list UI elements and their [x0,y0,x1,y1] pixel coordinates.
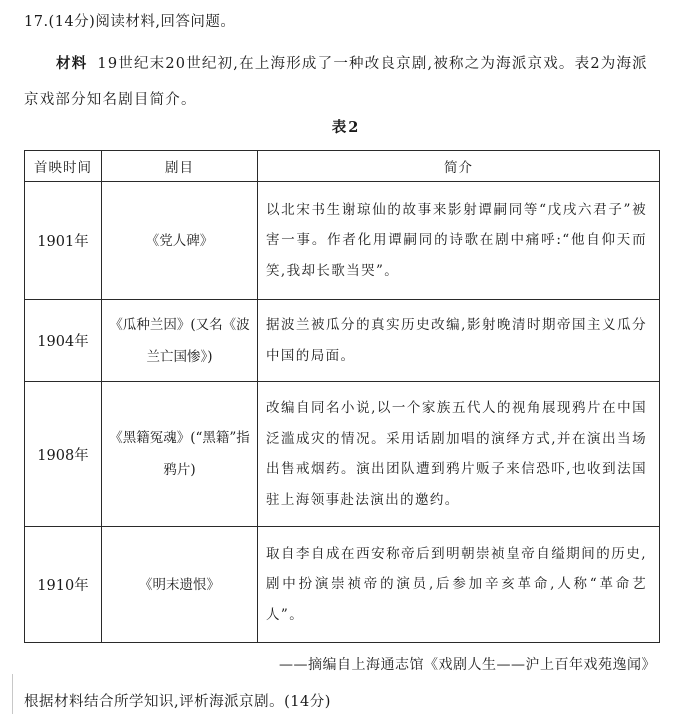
table-row [25,382,660,527]
source-citation: ——摘编自上海通志馆《戏剧人生——沪上百年戏苑逸闻》 [279,657,656,673]
row-title: 《党人碑》 [102,182,258,300]
row-title: 《明末遗恨》 [102,527,258,643]
question-prompt: 根据材料结合所学知识,评析海派京剧。(14分) [24,694,331,710]
material-label: 材料 [56,55,88,72]
row-year: 1901年 [25,182,102,300]
row-intro: 以北宋书生谢琼仙的故事来影射谭嗣同等“戊戌六君子”被害一事。作者化用谭嗣同的诗歌在剧中痛呼:“他自仰天而笑,我却长歌当哭”。 [258,182,660,300]
header-introduction: 简介 [258,151,660,182]
table-caption: 表2 [331,119,361,136]
material-paragraph [24,46,654,118]
material-text: 19世纪末20世纪初,在上海形成了一种改良京剧,被称之为海派京戏。表2为海派京戏部分知名剧目简介。 [24,56,648,108]
table-header-row [25,151,660,182]
drama-table [24,150,660,643]
row-title: 《黑籍冤魂》(“黑籍”指鸦片) [102,382,258,527]
header-play-title: 剧目 [102,151,258,182]
header-premiere-time: 首映时间 [25,151,102,182]
row-intro: 改编自同名小说,以一个家族五代人的视角展现鸦片在中国泛滥成灾的情况。采用话剧加唱的演绎方式,并在演出当场出售戒烟药。演出团队遭到鸦片贩子来信恐吓,也收到法国驻上海领事赴法演出的邀约。 [258,382,660,527]
margin-divider [12,674,13,714]
row-year: 1910年 [25,527,102,643]
row-title: 《瓜种兰因》(又名《波兰亡国惨》) [102,300,258,382]
table-row [25,527,660,643]
table-row [25,300,660,382]
row-intro: 据波兰被瓜分的真实历史改编,影射晚清时期帝国主义瓜分中国的局面。 [258,300,660,382]
row-year: 1904年 [25,300,102,382]
table-row [25,182,660,300]
row-year: 1908年 [25,382,102,527]
question-header: 17.(14分)阅读材料,回答问题。 [24,14,236,30]
row-intro: 取自李自成在西安称帝后到明朝崇祯皇帝自缢期间的历史,剧中扮演崇祯帝的演员,后参加辛亥革命,人称“革命艺人”。 [258,527,660,643]
